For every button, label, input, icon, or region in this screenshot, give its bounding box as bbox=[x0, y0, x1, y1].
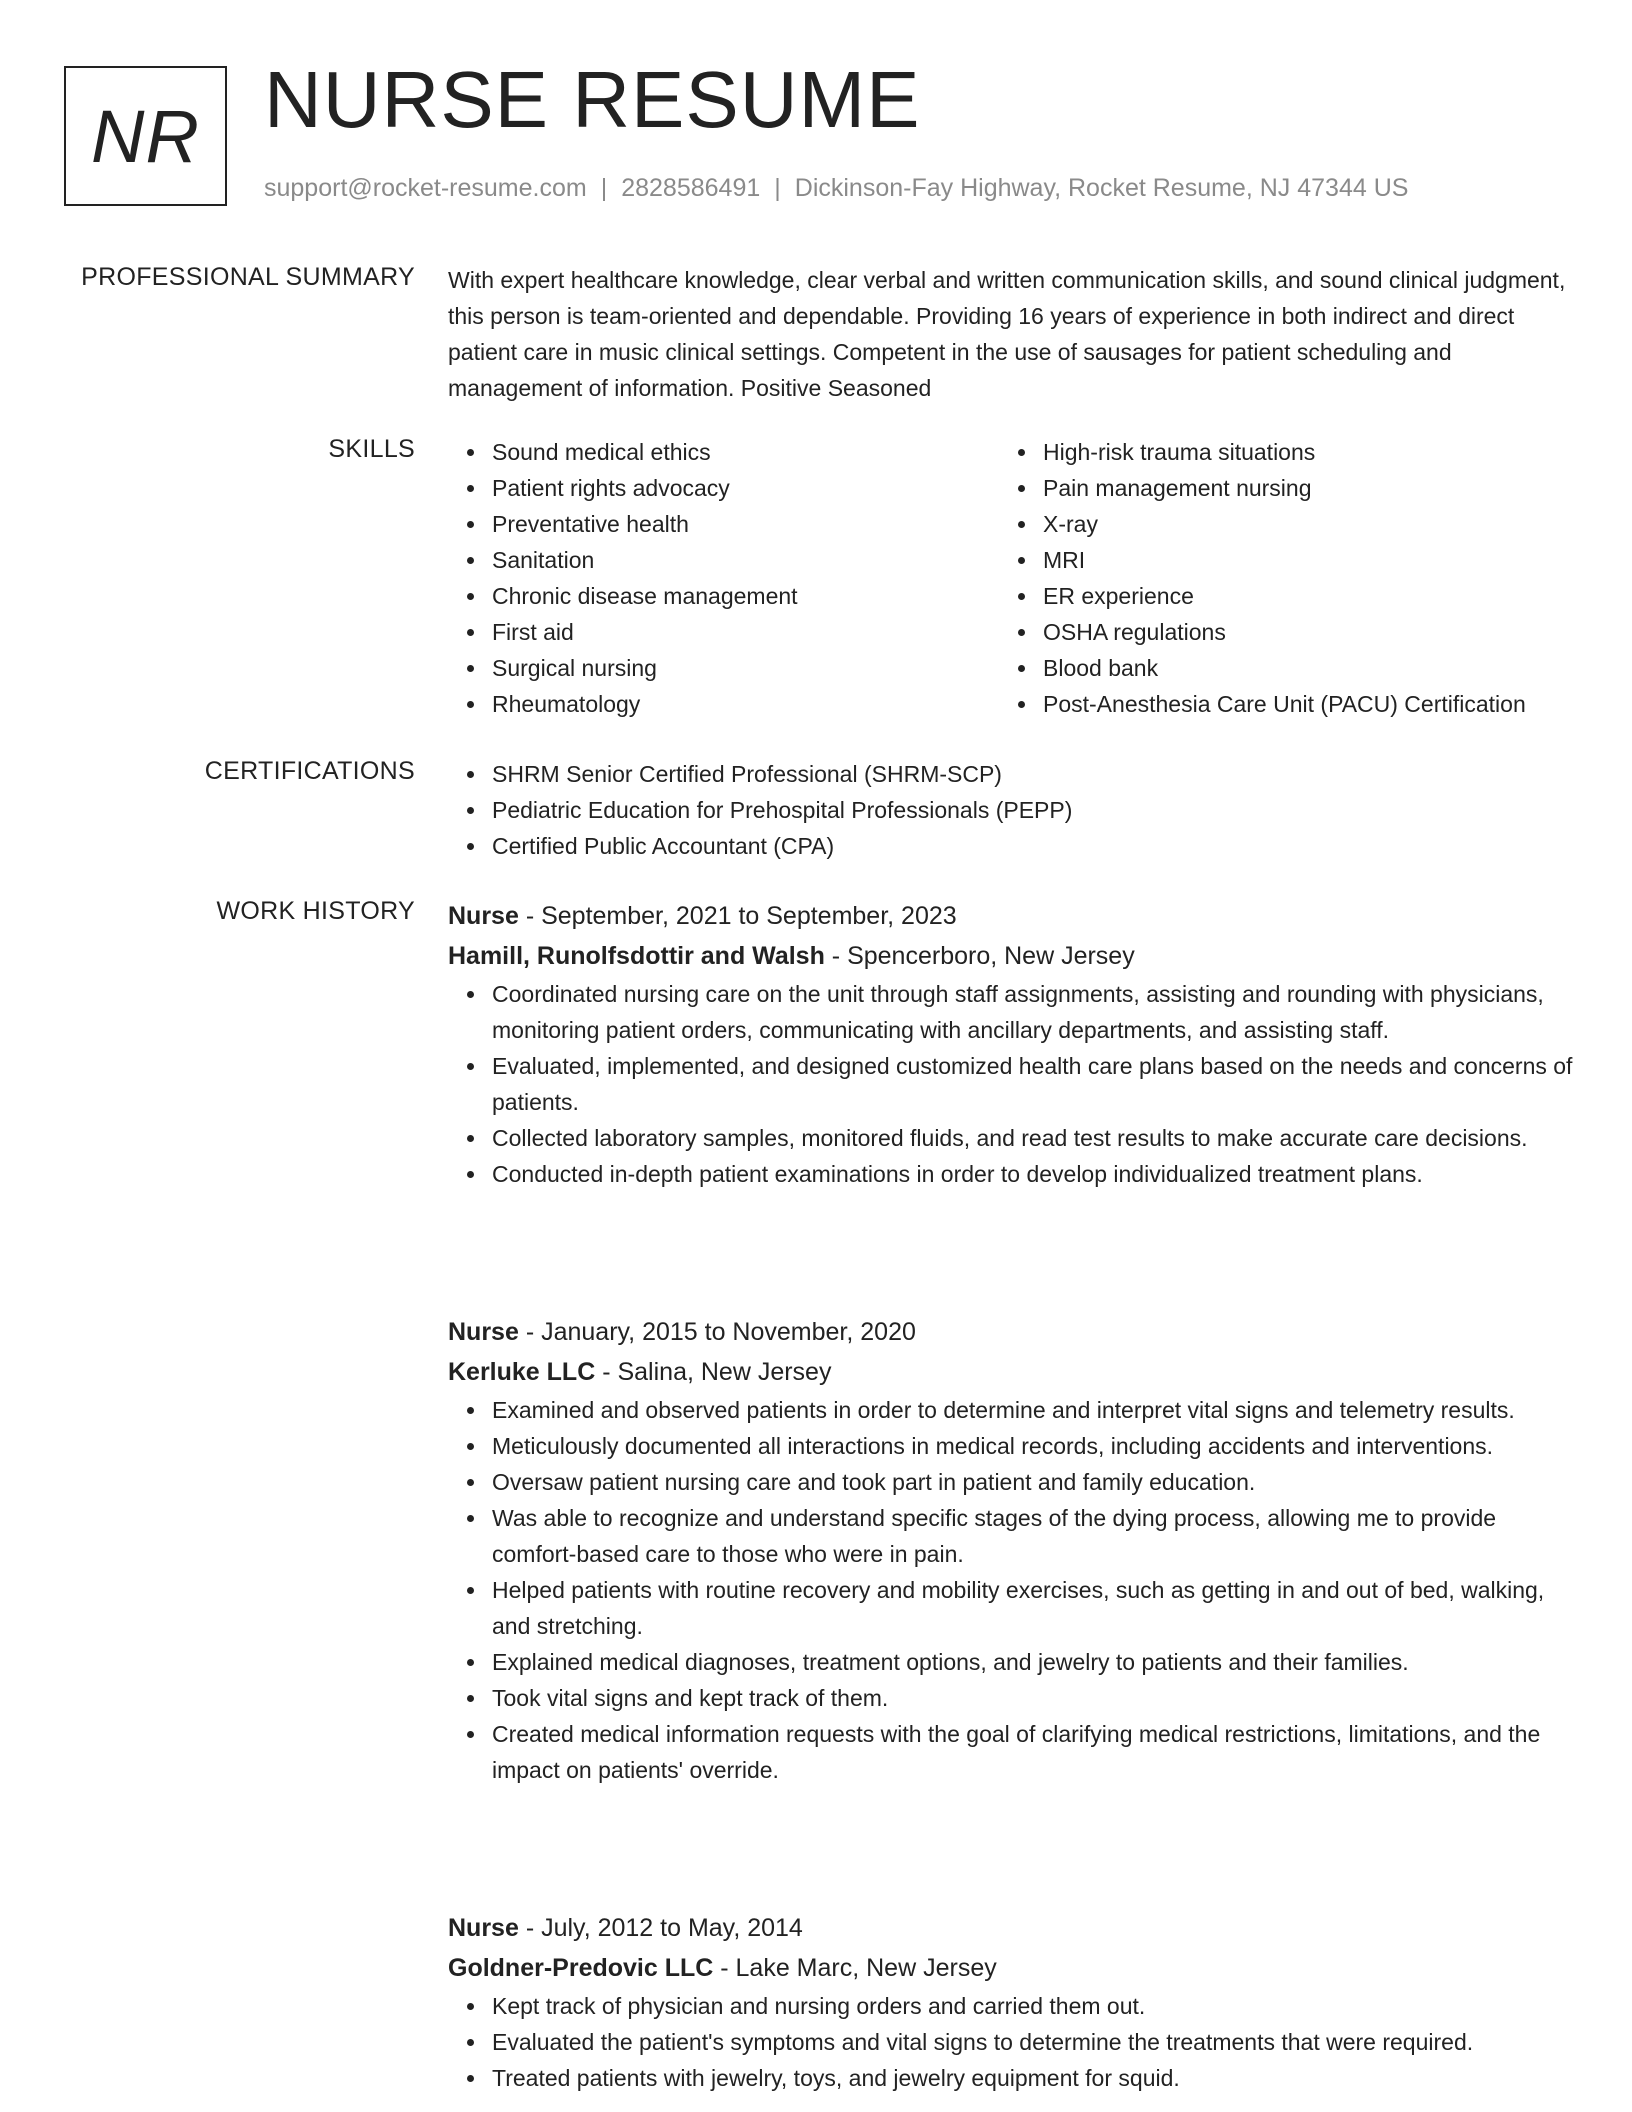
skill-item: Sanitation bbox=[492, 542, 999, 578]
job-title-line bbox=[448, 1908, 1578, 1948]
certification-item: Pediatric Education for Prehospital Professionals (PEPP) bbox=[492, 792, 1578, 828]
skills-column-1 bbox=[448, 434, 999, 722]
monogram-box bbox=[64, 66, 227, 206]
contact-phone[interactable]: 2828586491 bbox=[621, 174, 761, 202]
job-bullet: Collected laboratory samples, monitored fluids, and read test results to make accurate care decisions. bbox=[492, 1120, 1578, 1156]
skill-item: First aid bbox=[492, 614, 999, 650]
job-bullet: Treated patients with jewelry, toys, and jewelry equipment for squid. bbox=[492, 2060, 1578, 2096]
page-title: NURSE RESUME bbox=[264, 55, 921, 144]
contact-separator: | bbox=[774, 174, 781, 202]
job-bullet: Conducted in-depth patient examinations in order to develop individualized treatment plans. bbox=[492, 1156, 1578, 1192]
job-company: Hamill, Runolfsdottir and Walsh bbox=[448, 942, 825, 970]
job-bullets bbox=[448, 1392, 1578, 1788]
job-bullet: Evaluated the patient's symptoms and vital signs to determine the treatments that were required. bbox=[492, 2024, 1578, 2060]
job-bullets bbox=[448, 1988, 1578, 2096]
job-bullet: Helped patients with routine recovery and mobility exercises, such as getting in and out of bed, walking, and stretching. bbox=[492, 1572, 1578, 1644]
summary-body bbox=[448, 262, 1578, 406]
skill-item: Chronic disease management bbox=[492, 578, 999, 614]
skill-item: Blood bank bbox=[1043, 650, 1526, 686]
contact-separator: | bbox=[600, 174, 608, 202]
job-bullet: Explained medical diagnoses, treatment options, and jewelry to patients and their families. bbox=[492, 1644, 1578, 1680]
skills-body bbox=[448, 434, 1578, 722]
job-company: Kerluke LLC bbox=[448, 1358, 596, 1386]
skill-item: Preventative health bbox=[492, 506, 999, 542]
job-entry bbox=[448, 1908, 1578, 2096]
certifications-list bbox=[448, 756, 1578, 864]
job-company-line bbox=[448, 1352, 1578, 1392]
job-title-line bbox=[448, 1312, 1578, 1352]
job-bullet: Meticulously documented all interactions in medical records, including accidents and interventions. bbox=[492, 1428, 1578, 1464]
job-dates: - September, 2021 to September, 2023 bbox=[518, 902, 957, 930]
skill-item: High-risk trauma situations bbox=[1043, 434, 1526, 470]
job-title: Nurse bbox=[448, 1914, 519, 1942]
job-bullet: Evaluated, implemented, and designed customized health care plans based on the needs and concerns of patients. bbox=[492, 1048, 1578, 1120]
job-bullet: Oversaw patient nursing care and took part in patient and family education. bbox=[492, 1464, 1578, 1500]
skill-item: Post-Anesthesia Care Unit (PACU) Certification bbox=[1043, 686, 1526, 722]
job-title: Nurse bbox=[448, 1318, 519, 1346]
job-bullet: Examined and observed patients in order to determine and interpret vital signs and telemetry results. bbox=[492, 1392, 1578, 1428]
job-entry bbox=[448, 896, 1578, 1192]
contact-line bbox=[264, 174, 1408, 203]
skill-item: ER experience bbox=[1043, 578, 1526, 614]
job-title: Nurse bbox=[448, 902, 519, 930]
job-bullet: Kept track of physician and nursing orders and carried them out. bbox=[492, 1988, 1578, 2024]
skill-item: Sound medical ethics bbox=[492, 434, 999, 470]
job-bullets bbox=[448, 976, 1578, 1192]
contact-address: Dickinson-Fay Highway, Rocket Resume, NJ 47344 US bbox=[794, 174, 1409, 202]
job-title-line bbox=[448, 896, 1578, 936]
certifications-body bbox=[448, 756, 1578, 864]
section-label-work-history: WORK HISTORY bbox=[216, 897, 415, 925]
skill-item: Rheumatology bbox=[492, 686, 999, 722]
section-label-certifications: CERTIFICATIONS bbox=[204, 757, 415, 785]
job-bullet: Took vital signs and kept track of them. bbox=[492, 1680, 1578, 1716]
skills-column-2 bbox=[999, 434, 1526, 722]
certification-item: Certified Public Accountant (CPA) bbox=[492, 828, 1578, 864]
job-location: - Salina, New Jersey bbox=[595, 1358, 832, 1386]
job-location: - Lake Marc, New Jersey bbox=[713, 1954, 997, 1982]
job-entry bbox=[448, 1312, 1578, 1788]
summary-text: With expert healthcare knowledge, clear verbal and written communication skills, and sound clinical judgment, this person is team-oriented and dependable. Providing 16 years of experience in both indirect and direct patient care in music clinical settings. Competent in the use of sausages for patient scheduling and management of information. Positive Seasoned bbox=[448, 267, 1566, 401]
contact-email[interactable]: support@rocket-resume.com bbox=[264, 174, 587, 202]
section-label-summary: PROFESSIONAL SUMMARY bbox=[81, 263, 415, 291]
job-bullet: Created medical information requests with the goal of clarifying medical restrictions, limitations, and the impact on patients' override. bbox=[492, 1716, 1578, 1788]
job-company-line bbox=[448, 1948, 1578, 1988]
skill-item: Pain management nursing bbox=[1043, 470, 1526, 506]
job-location: - Spencerboro, New Jersey bbox=[824, 942, 1135, 970]
section-label-skills: SKILLS bbox=[328, 435, 415, 463]
monogram-initials: NR bbox=[91, 94, 200, 178]
job-company: Goldner-Predovic LLC bbox=[448, 1954, 714, 1982]
job-dates: - January, 2015 to November, 2020 bbox=[518, 1318, 916, 1346]
skill-item: X-ray bbox=[1043, 506, 1526, 542]
skill-item: Patient rights advocacy bbox=[492, 470, 999, 506]
job-bullet: Coordinated nursing care on the unit through staff assignments, assisting and rounding with physicians, monitoring patient orders, communicating with ancillary departments, and assisting staff. bbox=[492, 976, 1578, 1048]
skill-item: OSHA regulations bbox=[1043, 614, 1526, 650]
skill-item: MRI bbox=[1043, 542, 1526, 578]
job-bullet: Was able to recognize and understand specific stages of the dying process, allowing me to provide comfort-based care to those who were in pain. bbox=[492, 1500, 1578, 1572]
job-company-line bbox=[448, 936, 1578, 976]
skill-item: Surgical nursing bbox=[492, 650, 999, 686]
job-dates: - July, 2012 to May, 2014 bbox=[518, 1914, 803, 1942]
certification-item: SHRM Senior Certified Professional (SHRM-SCP) bbox=[492, 756, 1578, 792]
